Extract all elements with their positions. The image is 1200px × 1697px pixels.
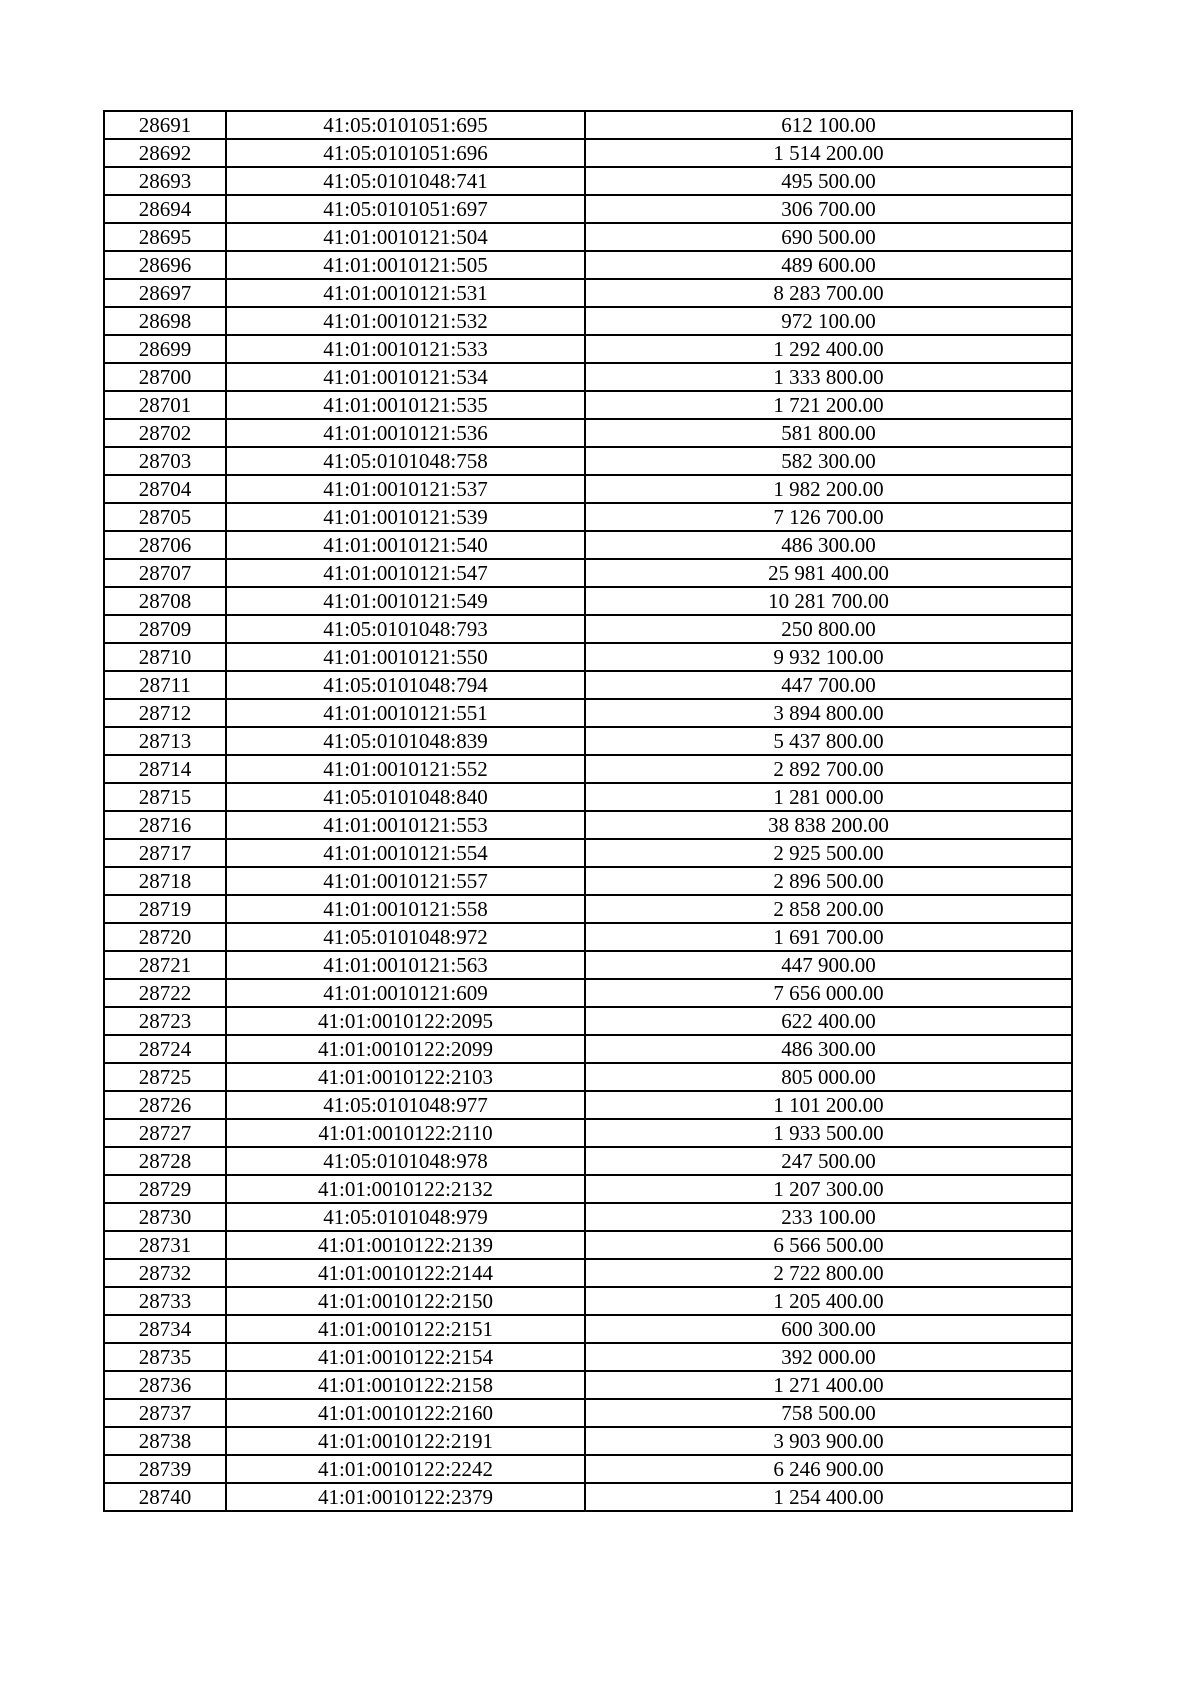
cadastral-value-cell: 612 100.00 [585, 111, 1072, 139]
cadastral-value-cell: 1 281 000.00 [585, 783, 1072, 811]
table-body [104, 111, 1072, 1511]
cadastral-number-cell: 41:01:0010121:533 [226, 335, 585, 363]
row-number-cell: 28720 [104, 923, 226, 951]
cadastral-value-table [103, 110, 1073, 1512]
row-number-cell: 28695 [104, 223, 226, 251]
table-row [104, 727, 1072, 755]
table-row [104, 251, 1072, 279]
cadastral-number-cell: 41:01:0010121:554 [226, 839, 585, 867]
table-row [104, 1119, 1072, 1147]
cadastral-value-cell: 486 300.00 [585, 531, 1072, 559]
cadastral-value-cell: 233 100.00 [585, 1203, 1072, 1231]
cadastral-value-cell: 1 271 400.00 [585, 1371, 1072, 1399]
cadastral-value-cell: 3 903 900.00 [585, 1427, 1072, 1455]
row-number-cell: 28731 [104, 1231, 226, 1259]
cadastral-number-cell: 41:05:0101048:741 [226, 167, 585, 195]
cadastral-number-cell: 41:01:0010121:550 [226, 643, 585, 671]
table-row [104, 503, 1072, 531]
cadastral-number-cell: 41:01:0010121:539 [226, 503, 585, 531]
cadastral-value-cell: 1 982 200.00 [585, 475, 1072, 503]
row-number-cell: 28707 [104, 559, 226, 587]
table-row [104, 671, 1072, 699]
table-row [104, 1007, 1072, 1035]
cadastral-value-cell: 6 246 900.00 [585, 1455, 1072, 1483]
table-row [104, 755, 1072, 783]
cadastral-number-cell: 41:05:0101048:839 [226, 727, 585, 755]
table-row [104, 1063, 1072, 1091]
table-row [104, 363, 1072, 391]
row-number-cell: 28701 [104, 391, 226, 419]
table-row [104, 951, 1072, 979]
row-number-cell: 28718 [104, 867, 226, 895]
cadastral-number-cell: 41:05:0101051:697 [226, 195, 585, 223]
cadastral-number-cell: 41:01:0010121:504 [226, 223, 585, 251]
table-row [104, 1399, 1072, 1427]
cadastral-number-cell: 41:01:0010121:531 [226, 279, 585, 307]
table-row [104, 1035, 1072, 1063]
row-number-cell: 28729 [104, 1175, 226, 1203]
row-number-cell: 28706 [104, 531, 226, 559]
table-row [104, 139, 1072, 167]
cadastral-number-cell: 41:05:0101048:978 [226, 1147, 585, 1175]
cadastral-number-cell: 41:01:0010121:537 [226, 475, 585, 503]
cadastral-number-cell: 41:05:0101048:794 [226, 671, 585, 699]
cadastral-number-cell: 41:01:0010122:2191 [226, 1427, 585, 1455]
cadastral-value-cell: 972 100.00 [585, 307, 1072, 335]
cadastral-value-cell: 581 800.00 [585, 419, 1072, 447]
cadastral-value-cell: 1 101 200.00 [585, 1091, 1072, 1119]
table-row [104, 923, 1072, 951]
cadastral-value-cell: 622 400.00 [585, 1007, 1072, 1035]
table-row [104, 419, 1072, 447]
row-number-cell: 28713 [104, 727, 226, 755]
table-row [104, 895, 1072, 923]
table-row [104, 1147, 1072, 1175]
cadastral-value-cell: 2 858 200.00 [585, 895, 1072, 923]
table-row [104, 531, 1072, 559]
cadastral-number-cell: 41:01:0010122:2132 [226, 1175, 585, 1203]
cadastral-number-cell: 41:05:0101048:977 [226, 1091, 585, 1119]
cadastral-number-cell: 41:01:0010121:563 [226, 951, 585, 979]
row-number-cell: 28721 [104, 951, 226, 979]
row-number-cell: 28733 [104, 1287, 226, 1315]
row-number-cell: 28704 [104, 475, 226, 503]
cadastral-value-cell: 38 838 200.00 [585, 811, 1072, 839]
cadastral-number-cell: 41:01:0010122:2242 [226, 1455, 585, 1483]
row-number-cell: 28710 [104, 643, 226, 671]
table-row [104, 475, 1072, 503]
cadastral-number-cell: 41:01:0010121:534 [226, 363, 585, 391]
row-number-cell: 28712 [104, 699, 226, 727]
table-row [104, 391, 1072, 419]
row-number-cell: 28716 [104, 811, 226, 839]
row-number-cell: 28725 [104, 1063, 226, 1091]
row-number-cell: 28708 [104, 587, 226, 615]
row-number-cell: 28699 [104, 335, 226, 363]
table-row [104, 1259, 1072, 1287]
row-number-cell: 28722 [104, 979, 226, 1007]
cadastral-value-cell: 1 514 200.00 [585, 139, 1072, 167]
cadastral-number-cell: 41:01:0010122:2151 [226, 1315, 585, 1343]
row-number-cell: 28723 [104, 1007, 226, 1035]
row-number-cell: 28727 [104, 1119, 226, 1147]
cadastral-value-cell: 10 281 700.00 [585, 587, 1072, 615]
row-number-cell: 28698 [104, 307, 226, 335]
table-row [104, 979, 1072, 1007]
cadastral-value-cell: 1 207 300.00 [585, 1175, 1072, 1203]
row-number-cell: 28709 [104, 615, 226, 643]
cadastral-value-cell: 1 691 700.00 [585, 923, 1072, 951]
cadastral-value-cell: 1 721 200.00 [585, 391, 1072, 419]
row-number-cell: 28691 [104, 111, 226, 139]
cadastral-number-cell: 41:01:0010121:540 [226, 531, 585, 559]
cadastral-value-cell: 1 333 800.00 [585, 363, 1072, 391]
cadastral-value-cell: 758 500.00 [585, 1399, 1072, 1427]
row-number-cell: 28697 [104, 279, 226, 307]
cadastral-value-cell: 247 500.00 [585, 1147, 1072, 1175]
row-number-cell: 28705 [104, 503, 226, 531]
table-row [104, 167, 1072, 195]
cadastral-number-cell: 41:01:0010121:558 [226, 895, 585, 923]
row-number-cell: 28726 [104, 1091, 226, 1119]
row-number-cell: 28739 [104, 1455, 226, 1483]
cadastral-value-cell: 7 126 700.00 [585, 503, 1072, 531]
cadastral-number-cell: 41:01:0010122:2158 [226, 1371, 585, 1399]
table-row [104, 867, 1072, 895]
row-number-cell: 28737 [104, 1399, 226, 1427]
cadastral-value-cell: 8 283 700.00 [585, 279, 1072, 307]
cadastral-value-cell: 5 437 800.00 [585, 727, 1072, 755]
cadastral-number-cell: 41:01:0010122:2099 [226, 1035, 585, 1063]
row-number-cell: 28702 [104, 419, 226, 447]
cadastral-value-cell: 2 892 700.00 [585, 755, 1072, 783]
cadastral-number-cell: 41:01:0010121:551 [226, 699, 585, 727]
cadastral-number-cell: 41:01:0010122:2139 [226, 1231, 585, 1259]
cadastral-value-cell: 25 981 400.00 [585, 559, 1072, 587]
cadastral-value-cell: 7 656 000.00 [585, 979, 1072, 1007]
row-number-cell: 28703 [104, 447, 226, 475]
table-row [104, 1371, 1072, 1399]
cadastral-value-cell: 447 900.00 [585, 951, 1072, 979]
row-number-cell: 28693 [104, 167, 226, 195]
table-row [104, 1483, 1072, 1511]
cadastral-value-cell: 1 254 400.00 [585, 1483, 1072, 1511]
cadastral-number-cell: 41:01:0010121:547 [226, 559, 585, 587]
cadastral-number-cell: 41:05:0101048:840 [226, 783, 585, 811]
table-row [104, 811, 1072, 839]
cadastral-number-cell: 41:01:0010121:609 [226, 979, 585, 1007]
table-row [104, 587, 1072, 615]
table-row [104, 615, 1072, 643]
table-row [104, 1175, 1072, 1203]
cadastral-value-cell: 582 300.00 [585, 447, 1072, 475]
row-number-cell: 28719 [104, 895, 226, 923]
cadastral-value-cell: 6 566 500.00 [585, 1231, 1072, 1259]
cadastral-value-cell: 3 894 800.00 [585, 699, 1072, 727]
table-row [104, 699, 1072, 727]
cadastral-number-cell: 41:05:0101048:972 [226, 923, 585, 951]
cadastral-number-cell: 41:01:0010122:2095 [226, 1007, 585, 1035]
cadastral-number-cell: 41:01:0010122:2154 [226, 1343, 585, 1371]
table-row [104, 1231, 1072, 1259]
cadastral-value-cell: 392 000.00 [585, 1343, 1072, 1371]
row-number-cell: 28717 [104, 839, 226, 867]
table-row [104, 223, 1072, 251]
row-number-cell: 28724 [104, 1035, 226, 1063]
table-row [104, 307, 1072, 335]
cadastral-value-cell: 2 722 800.00 [585, 1259, 1072, 1287]
cadastral-number-cell: 41:01:0010122:2160 [226, 1399, 585, 1427]
row-number-cell: 28692 [104, 139, 226, 167]
cadastral-number-cell: 41:01:0010121:532 [226, 307, 585, 335]
row-number-cell: 28715 [104, 783, 226, 811]
cadastral-number-cell: 41:01:0010121:552 [226, 755, 585, 783]
row-number-cell: 28736 [104, 1371, 226, 1399]
cadastral-value-cell: 447 700.00 [585, 671, 1072, 699]
row-number-cell: 28730 [104, 1203, 226, 1231]
cadastral-number-cell: 41:01:0010121:557 [226, 867, 585, 895]
row-number-cell: 28696 [104, 251, 226, 279]
row-number-cell: 28732 [104, 1259, 226, 1287]
cadastral-value-cell: 805 000.00 [585, 1063, 1072, 1091]
cadastral-value-cell: 495 500.00 [585, 167, 1072, 195]
row-number-cell: 28734 [104, 1315, 226, 1343]
cadastral-value-cell: 250 800.00 [585, 615, 1072, 643]
table-row [104, 643, 1072, 671]
cadastral-number-cell: 41:01:0010121:536 [226, 419, 585, 447]
cadastral-value-cell: 1 205 400.00 [585, 1287, 1072, 1315]
row-number-cell: 28700 [104, 363, 226, 391]
row-number-cell: 28711 [104, 671, 226, 699]
cadastral-value-cell: 2 925 500.00 [585, 839, 1072, 867]
row-number-cell: 28735 [104, 1343, 226, 1371]
row-number-cell: 28740 [104, 1483, 226, 1511]
row-number-cell: 28728 [104, 1147, 226, 1175]
cadastral-number-cell: 41:05:0101051:696 [226, 139, 585, 167]
table-row [104, 1315, 1072, 1343]
cadastral-number-cell: 41:01:0010121:535 [226, 391, 585, 419]
table-row [104, 111, 1072, 139]
cadastral-value-cell: 1 933 500.00 [585, 1119, 1072, 1147]
table-row [104, 559, 1072, 587]
table-row [104, 1091, 1072, 1119]
cadastral-number-cell: 41:05:0101048:793 [226, 615, 585, 643]
cadastral-value-cell: 9 932 100.00 [585, 643, 1072, 671]
cadastral-value-cell: 486 300.00 [585, 1035, 1072, 1063]
table-row [104, 447, 1072, 475]
row-number-cell: 28694 [104, 195, 226, 223]
cadastral-number-cell: 41:01:0010122:2110 [226, 1119, 585, 1147]
table-row [104, 839, 1072, 867]
cadastral-number-cell: 41:01:0010122:2379 [226, 1483, 585, 1511]
cadastral-number-cell: 41:05:0101051:695 [226, 111, 585, 139]
cadastral-number-cell: 41:05:0101048:758 [226, 447, 585, 475]
cadastral-value-cell: 2 896 500.00 [585, 867, 1072, 895]
row-number-cell: 28714 [104, 755, 226, 783]
cadastral-value-cell: 1 292 400.00 [585, 335, 1072, 363]
cadastral-number-cell: 41:01:0010121:549 [226, 587, 585, 615]
table-row [104, 1455, 1072, 1483]
table-row [104, 195, 1072, 223]
table-row [104, 1203, 1072, 1231]
table-row [104, 335, 1072, 363]
cadastral-number-cell: 41:01:0010122:2103 [226, 1063, 585, 1091]
row-number-cell: 28738 [104, 1427, 226, 1455]
cadastral-number-cell: 41:01:0010122:2144 [226, 1259, 585, 1287]
cadastral-number-cell: 41:05:0101048:979 [226, 1203, 585, 1231]
cadastral-value-cell: 690 500.00 [585, 223, 1072, 251]
cadastral-value-cell: 600 300.00 [585, 1315, 1072, 1343]
cadastral-number-cell: 41:01:0010121:553 [226, 811, 585, 839]
cadastral-value-cell: 306 700.00 [585, 195, 1072, 223]
table-row [104, 1343, 1072, 1371]
table-row [104, 1287, 1072, 1315]
table-row [104, 783, 1072, 811]
cadastral-number-cell: 41:01:0010122:2150 [226, 1287, 585, 1315]
cadastral-value-cell: 489 600.00 [585, 251, 1072, 279]
cadastral-number-cell: 41:01:0010121:505 [226, 251, 585, 279]
table-row [104, 1427, 1072, 1455]
table-row [104, 279, 1072, 307]
